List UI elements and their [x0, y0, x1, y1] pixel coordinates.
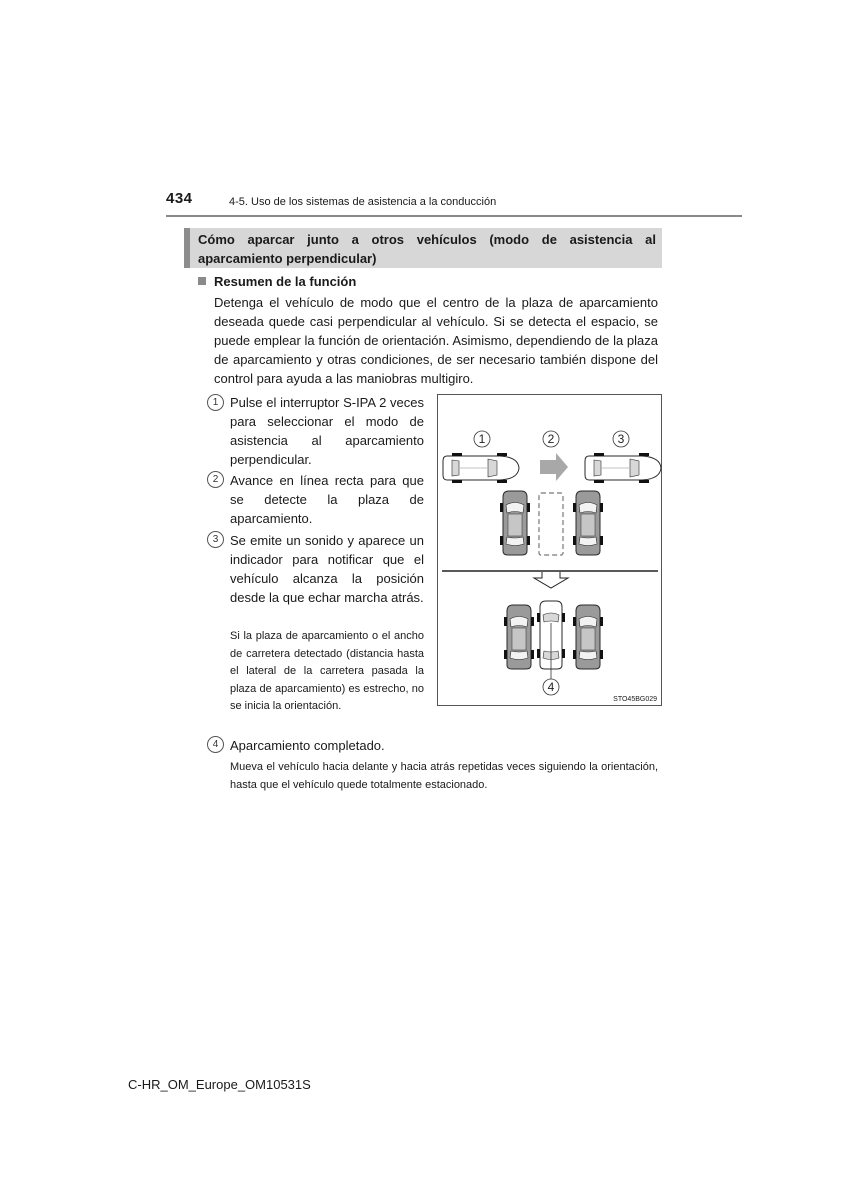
step-4-text: Aparcamiento completado. [230, 738, 385, 753]
empty-parking-space [539, 493, 563, 555]
car-start-icon [443, 453, 519, 483]
page-number: 434 [166, 190, 193, 207]
forward-arrow-icon [540, 453, 568, 481]
footer-document-code: C-HR_OM_Europe_OM10531S [128, 1077, 311, 1092]
step-3-number-icon: 3 [207, 531, 224, 548]
step-2-text: Avance en línea recta para que se detecte la plaza de aparcamiento. [230, 473, 424, 526]
down-arrow-icon [534, 572, 568, 588]
subheading-text: Resumen de la función [214, 274, 357, 289]
label-3-text: 3 [617, 432, 625, 446]
step-1-number-icon: 1 [207, 394, 224, 411]
section-heading: Cómo aparcar junto a otros vehículos (modo de asistencia al aparcamiento perpendicular) [184, 228, 662, 268]
parked-car-bottom-left-icon [504, 605, 534, 669]
step-1-text: Pulse el interruptor S-IPA 2 veces para seleccionar el modo de asistencia al aparcamiento perpendicular. [230, 395, 424, 467]
step-3-note: Si la plaza de aparcamiento o el ancho de carretera detectado (distancia hasta el lateral de la carretera pasada la plaza de aparcamiento) es estrecho, no se inicia la orientación. [230, 630, 424, 712]
section-title: 4-5. Uso de los sistemas de asistencia a la conducción [229, 196, 497, 208]
square-bullet-icon [198, 277, 206, 285]
step-4-number-icon: 4 [207, 736, 224, 753]
step-3-text: Se emite un sonido y aparece un indicador para notificar que el vehículo alcanza la posición desde la que echar marcha atrás. [230, 533, 424, 605]
car-moved-icon [585, 453, 661, 483]
parked-target-car-icon [537, 601, 565, 680]
parked-car-bottom-right-icon [573, 605, 603, 669]
label-2-text: 2 [547, 432, 555, 446]
figure-code: STO45BG029 [613, 696, 657, 703]
subheading [198, 274, 356, 289]
intro-paragraph: Detenga el vehículo de modo que el centro de la plaza de aparcamiento deseada quede casi perpendicular al vehículo. Si se detecta el espacio, se puede emplear la función de orientación. Asimismo, dependiendo de la plaza de aparcamiento y otras condiciones, de ser necesario también dispone del control para ayuda a las maniobras multigiro. [214, 295, 658, 386]
label-4-text: 4 [547, 680, 555, 694]
parking-diagram-svg [438, 395, 663, 707]
step-4-note: Mueva el vehículo hacia delante y hacia atrás repetidas veces siguiendo la orientación, hasta que el vehículo quede totalmente estacionado. [230, 761, 658, 791]
parking-diagram [437, 394, 662, 706]
step-2-number-icon: 2 [207, 471, 224, 488]
parked-car-left-icon [500, 491, 530, 555]
parked-car-right-icon [573, 491, 603, 555]
label-1-text: 1 [478, 432, 486, 446]
header-divider [166, 215, 742, 217]
